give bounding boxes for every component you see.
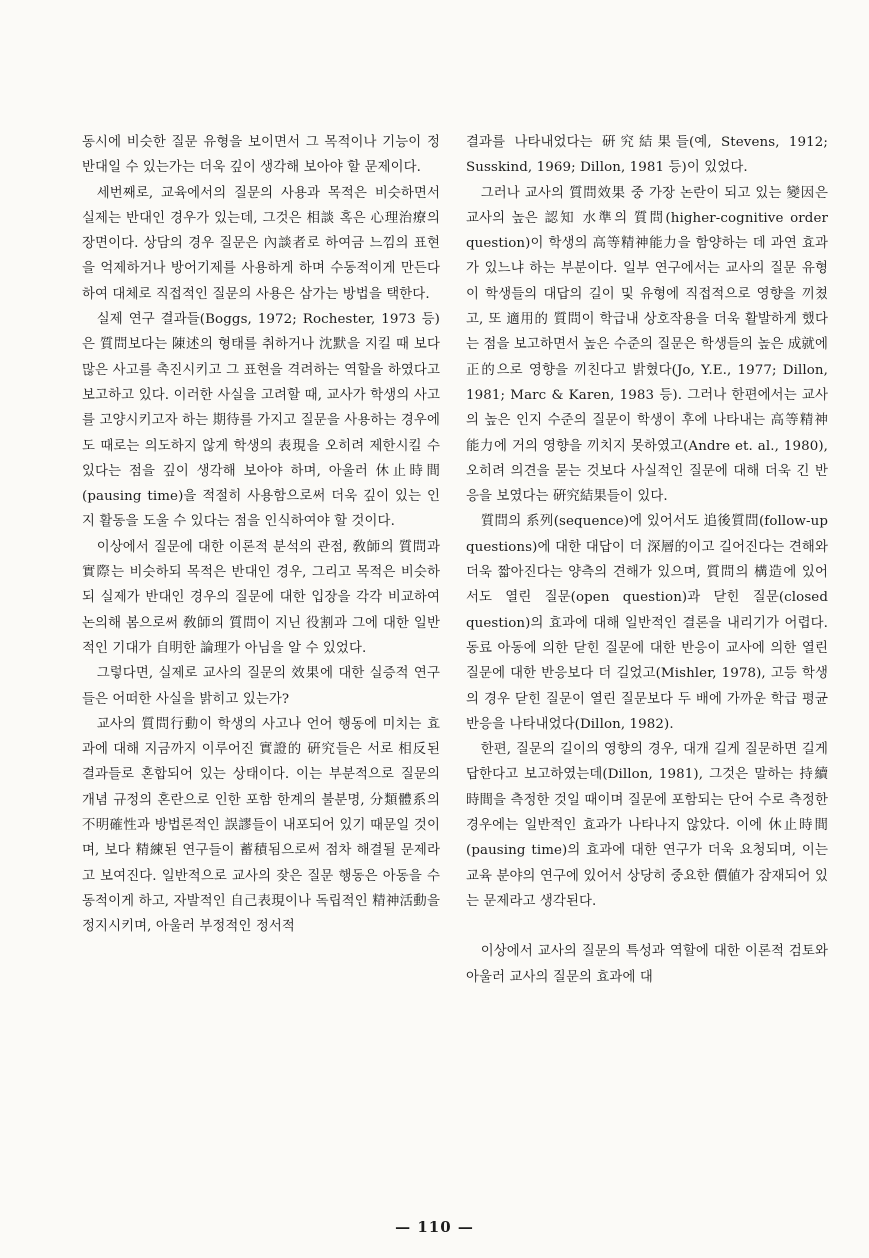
right-column <box>466 130 828 990</box>
paragraph: 이상에서 교사의 질문의 특성과 역할에 대한 이론적 검토와 아울러 교사의 질문의 효과에 대 <box>466 944 828 985</box>
paragraph: 실제 연구 결과들(Boggs, 1972; Rochester, 1973 등)은 質問보다는 陳述의 형태를 취하거나 沈默을 지킬 때 보다 많은 사고를 촉진시키고 그 표현을 격려하는 역할을 하였다고 보고하고 있다. 이러한 사실을 고려할 때, 교사가 학생의 사고를 고양시키고자 하는 期待를 가지고 질문을 사용하는 경우에도 때로는 의도하지 않게 학생의 表現을 오히려 제한시킬 수 있다는 점을 깊이 생각해 보아야 하며, 아울러 休止時間(pausing time)을 적절히 사용함으로써 더욱 깊이 있는 인지 활동을 도울 수 있다는 점을 인식하여야 할 것이다. <box>82 312 440 530</box>
paragraph: 한편, 질문의 길이의 영향의 경우, 대개 길게 질문하면 길게 답한다고 보고하였는데(Dillon, 1981), 그것은 말하는 持續時間을 측정한 것일 때이며 질문에 포함되는 단어 수로 측정한 경우에는 일반적인 효과가 나타나지 않았다. 이에 休止時間(pausing time)의 효과에 대한 연구가 더욱 요청되며, 이는 교육 분야의 연구에 있어서 상당히 중요한 價値가 잠재되어 있는 문제라고 생각된다. <box>466 742 828 909</box>
paragraph: 세번째로, 교육에서의 질문의 사용과 목적은 비슷하면서 실제는 반대인 경우가 있는데, 그것은 相談 혹은 心理治療의 장면이다. 상담의 경우 질문은 內談者로 하여금 느낌의 표현을 억제하거나 방어기제를 사용하게 하며 수동적이게 만든다 하여 대체로 직접적인 질문의 사용은 삼가는 방법을 택한다. <box>82 185 440 302</box>
paragraph: 그렇다면, 실제로 교사의 질문의 效果에 대한 실증적 연구들은 어떠한 사실을 밝히고 있는가? <box>82 666 440 707</box>
paragraph: 이상에서 질문에 대한 이론적 분석의 관점, 敎師의 質問과 實際는 비슷하되 목적은 반대인 경우, 그리고 목적은 비슷하되 실제가 반대인 경우의 질문에 대한 입장을 각각 비교하여 논의해 봄으로써 敎師의 質問이 지닌 役割과 그에 대한 일반적인 기대가 自明한 論理가 아님을 알 수 있었다. <box>82 539 440 656</box>
paragraph: 質問의 系列(sequence)에 있어서도 追後質問(follow-up questions)에 대한 대답이 더 深層的이고 길어진다는 견해와 더욱 짧아진다는 양측의 견해가 있으며, 質問의 構造에 있어서도 열린 질문(open question)과 닫힌 질문(closed question)의 효과에 대해 일반적인 결론을 내리기가 어렵다. 동료 아동에 의한 닫힌 질문에 대한 반응이 교사에 의한 열린 질문에 대한 반응보다 더 길었고(Mishler, 1978), 고등 학생의 경우 닫힌 질문이 열린 질문보다 두 배에 가까운 학급 평균 반응을 나타내었다(Dillon, 1982). <box>466 514 828 732</box>
page-number: — 110 — <box>395 1218 474 1236</box>
paragraph: 그러나 교사의 質問效果 중 가장 논란이 되고 있는 變因은 교사의 높은 認知 水準의 質問(higher-cognitive order question)이 학생의 高等精神能力을 함양하는 데 과연 효과가 있느냐 하는 부분이다. 일부 연구에서는 교사의 질문 유형이 학생들의 대답의 길이 및 유형에 직접적으로 영향을 끼쳤고, 또 適用的 質問이 학급내 상호작용을 더욱 활발하게 했다는 점을 보고하면서 높은 수준의 질문은 학생들의 높은 成就에 正的으로 영향을 끼친다고 밝혔다(Jo, Y.E., 1977; Dillon, 1981; Marc & Karen, 1983 등). 그러나 한편에서는 교사의 높은 인지 수준의 질문이 학생이 후에 나타내는 高等精神能力에 거의 영향을 끼치지 못하였고(Andre et. al., 1980), 오히려 의견을 묻는 것보다 사실적인 질문에 대해 더욱 긴 반응을 보였다는 硏究結果들이 있다. <box>466 185 828 505</box>
paragraph: 동시에 비슷한 질문 유형을 보이면서 그 목적이나 기능이 정반대일 수 있는가는 더욱 깊이 생각해 보아야 할 문제이다. <box>82 135 440 176</box>
paragraph: 교사의 質問行動이 학생의 사고나 언어 행동에 미치는 효과에 대해 지금까지 이루어진 實證的 硏究들은 서로 相反된 결과들로 혼합되어 있는 상태이다. 이는 부분적으로 질문의 개념 규정의 혼란으로 인한 포함 한계의 불분명, 分類體系의 不明確性과 방법론적인 誤謬들이 내포되어 있기 때문일 것이며, 보다 精練된 연구들이 蓄積됨으로써 점차 해결될 문제라고 보여진다. 일반적으로 교사의 잦은 질문 행동은 아동을 수동적이게 하고, 자발적인 自己表現이나 독립적인 精神活動을 정지시키며, 아울러 부정적인 정서적 <box>82 716 440 935</box>
left-column <box>82 130 440 940</box>
paragraph: 결과를 나타내었다는 硏究結果들(예, Stevens, 1912; Susskind, 1969; Dillon, 1981 등)이 있었다. <box>466 135 828 176</box>
